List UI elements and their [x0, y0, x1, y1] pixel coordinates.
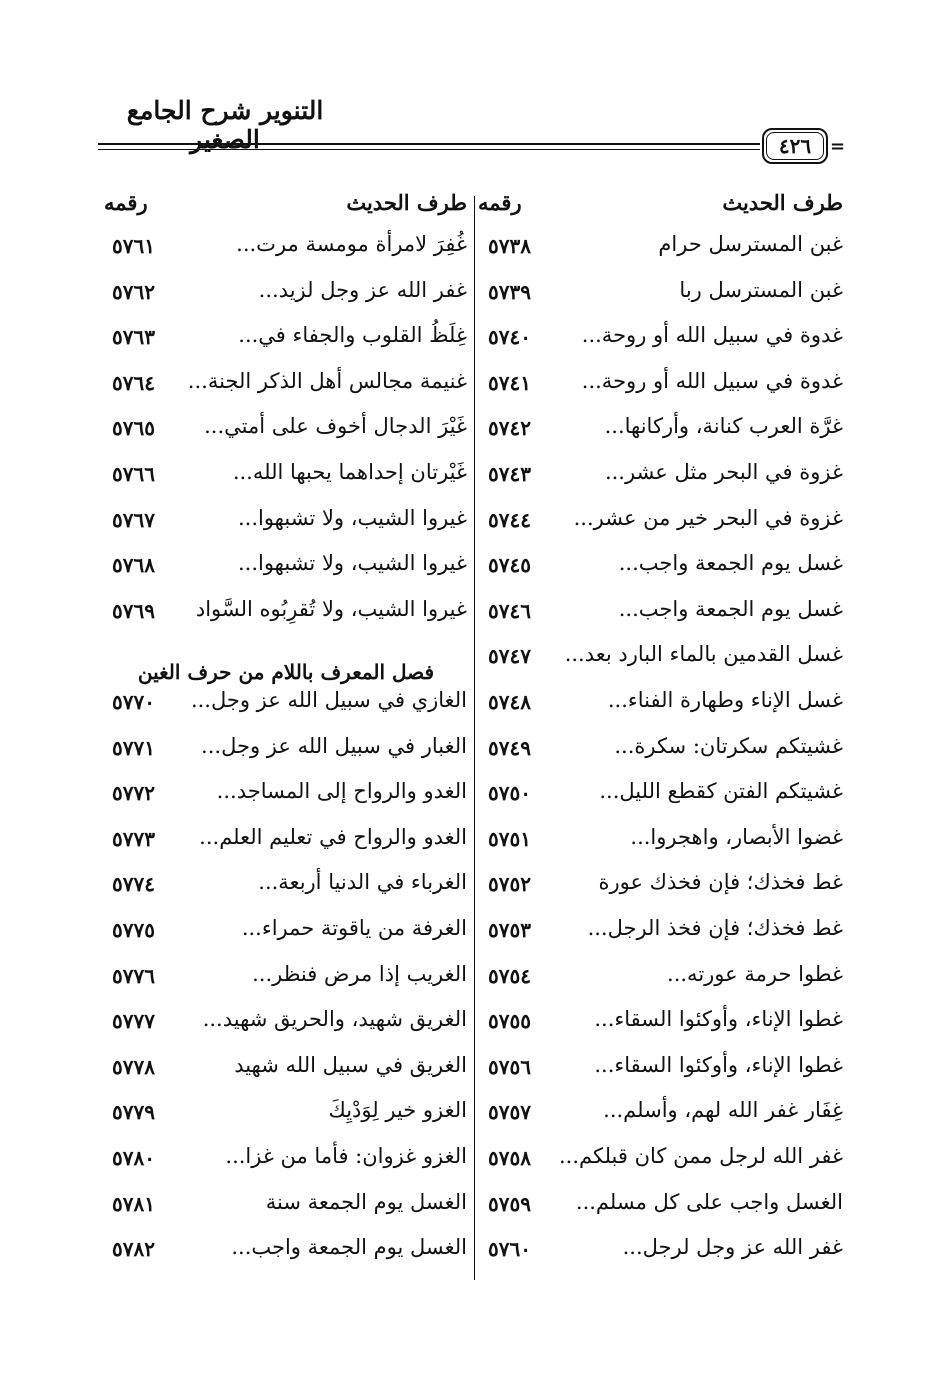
hadith-entry-text: غضوا الأبصار، واهجروا...	[630, 824, 843, 849]
header-rule-thin	[98, 149, 760, 150]
hadith-entry-number: ٥٧٤٧	[488, 644, 531, 669]
hadith-entry-text: غسل يوم الجمعة واجب...	[618, 596, 843, 621]
hadith-entry-text: غنيمة مجالس أهل الذكر الجنة...	[187, 368, 467, 393]
header-rule-thick	[98, 143, 760, 145]
hadith-entry-text: الغرفة من ياقوتة حمراء...	[241, 916, 467, 940]
hadith-entry-text: غط فخذك؛ فإن فخذك عورة	[598, 870, 843, 895]
edge-mark: =	[830, 136, 846, 157]
hadith-entry-number: ٥٧٨١	[112, 1191, 155, 1216]
hadith-entry-number: ٥٧٧٦	[112, 963, 155, 988]
hadith-entry-number: ٥٧٣٨	[488, 234, 531, 258]
hadith-entry-number: ٥٧٤٤	[488, 507, 531, 532]
hadith-entry-text: غطوا حرمة عورته...	[667, 961, 843, 986]
hadith-entry-text: غفر الله لرجل ممن كان قبلكم...	[558, 1144, 843, 1168]
hadith-entry-text: الغرباء في الدنيا أربعة...	[258, 870, 467, 895]
hadith-entry-text: غدوة في سبيل الله أو روحة...	[581, 323, 843, 348]
hadith-entry-number: ٥٧٦٢	[112, 279, 155, 304]
hadith-entry-text: الغسل واجب على كل مسلم...	[575, 1189, 843, 1214]
hadith-entry-text: الغسل يوم الجمعة سنة	[265, 1189, 467, 1214]
right-column-number-heading: رقمه	[478, 190, 522, 215]
hadith-entry-number: ٥٧٦٤	[112, 370, 155, 395]
hadith-entry-text: غط فخذك؛ فإن فخذ الرجل...	[587, 916, 843, 940]
hadith-entry-text: غطوا الإناء، وأوكئوا السقاء...	[594, 1052, 843, 1077]
hadith-entry-text: الغدو والرواح إلى المساجد...	[216, 779, 467, 804]
hadith-entry-text: غُفِرَ لامرأة مومسة مرت...	[236, 232, 467, 256]
hadith-entry-number: ٥٧٤١	[488, 370, 531, 395]
hadith-entry-text: الغريب إذا مرض فنظر...	[252, 961, 467, 986]
hadith-entry-text: غشيتكم سكرتان: سكرة...	[614, 733, 843, 758]
hadith-entry-number: ٥٧٥٦	[488, 1054, 531, 1079]
hadith-entry-text: غرَّة العرب كنانة، وأركانها...	[604, 414, 843, 439]
hadith-entry-text: الغريق في سبيل الله شهيد	[234, 1052, 467, 1077]
hadith-entry-text: غبن المسترسل ربا	[679, 277, 843, 302]
right-column-text-heading: طرف الحديث	[722, 190, 843, 215]
hadith-entry-number: ٥٧٨٢	[112, 1237, 155, 1262]
hadith-entry-number: ٥٧٦٣	[112, 325, 155, 350]
hadith-entry-number: ٥٧٤٦	[488, 598, 531, 623]
hadith-entry-text: غَيْرتان إحداهما يحبها الله...	[232, 460, 467, 484]
hadith-entry-number: ٥٧٥٥	[488, 1009, 531, 1034]
left-column-text-heading: طرف الحديث	[346, 190, 467, 215]
hadith-entry-text: الغبار في سبيل الله عز وجل...	[201, 733, 467, 758]
hadith-entry-number: ٥٧٧١	[112, 735, 155, 760]
hadith-entry-number: ٥٧٤٩	[488, 735, 531, 760]
hadith-entry-number: ٥٧٤٠	[488, 325, 531, 350]
page-number-box	[762, 128, 828, 164]
book-title: التنوير شرح الجامع الصغير	[126, 96, 324, 154]
page-number: ٤٢٦	[778, 134, 812, 158]
hadith-entry-text: غفر الله عز وجل لزيد...	[258, 277, 467, 302]
hadith-entry-text: غشيتكم الفتن كقطع الليل...	[599, 779, 843, 804]
hadith-entry-number: ٥٧٥٣	[488, 918, 531, 942]
hadith-entry-number: ٥٧٨٠	[112, 1146, 155, 1170]
section-heading: فصل المعرف باللام من حرف الغين	[137, 660, 435, 684]
hadith-entry-number: ٥٧٧٠	[112, 690, 155, 714]
hadith-entry-number: ٥٧٤٨	[488, 690, 531, 714]
hadith-entry-text: غزوة في البحر مثل عشر...	[604, 460, 843, 484]
hadith-entry-text: غيروا الشيب، ولا تُقرِبُوه السَّواد	[195, 596, 467, 621]
hadith-entry-number: ٥٧٦٧	[112, 507, 155, 532]
hadith-entry-text: الغسل يوم الجمعة واجب...	[231, 1235, 467, 1260]
hadith-entry-text: الغدو والرواح في تعليم العلم...	[199, 824, 467, 849]
hadith-entry-text: غَيْرَ الدجال أخوف على أمتي...	[204, 414, 467, 439]
hadith-entry-text: غطوا الإناء، وأوكئوا السقاء...	[594, 1007, 843, 1032]
hadith-entry-number: ٥٧٥٩	[488, 1191, 531, 1216]
hadith-entry-number: ٥٧٥٨	[488, 1146, 531, 1170]
hadith-entry-text: غِفَار غفر الله لهم، وأسلم...	[603, 1098, 843, 1123]
hadith-entry-number: ٥٧٤٢	[488, 416, 531, 441]
left-column-number-heading: رقمه	[104, 190, 148, 215]
hadith-entry-number: ٥٧٦٨	[112, 553, 155, 578]
column-divider	[474, 196, 475, 1280]
hadith-entry-text: الغزو خير لِوَدْيِكَ	[328, 1098, 467, 1123]
hadith-entry-number: ٥٧٤٣	[488, 462, 531, 486]
hadith-entry-number: ٥٧٧٨	[112, 1054, 155, 1079]
hadith-entry-text: غدوة في سبيل الله أو روحة...	[581, 368, 843, 393]
hadith-entry-number: ٥٧٤٥	[488, 553, 531, 578]
hadith-entry-number: ٥٧٥١	[488, 826, 531, 851]
hadith-entry-number: ٥٧٥٢	[488, 872, 531, 897]
hadith-entry-number: ٥٧٧٧	[112, 1009, 155, 1034]
hadith-entry-number: ٥٧٥٤	[488, 963, 531, 988]
hadith-entry-number: ٥٧٧٣	[112, 826, 155, 851]
hadith-entry-number: ٥٧٦٠	[488, 1237, 531, 1262]
hadith-entry-number: ٥٧٣٩	[488, 279, 531, 304]
hadith-entry-text: الغزو غزوان: فأما من غزا...	[225, 1144, 467, 1168]
hadith-entry-text: غزوة في البحر خير من عشر...	[573, 505, 843, 530]
hadith-entry-number: ٥٧٦٦	[112, 462, 155, 486]
hadith-entry-text: غسل الإناء وطهارة الفناء...	[607, 688, 843, 712]
hadith-entry-number: ٥٧٧٤	[112, 872, 155, 897]
hadith-entry-text: غبن المسترسل حرام	[658, 232, 843, 256]
hadith-entry-text: الغريق شهيد، والحريق شهيد...	[202, 1007, 467, 1032]
hadith-entry-number: ٥٧٥٠	[488, 781, 531, 806]
hadith-entry-text: غسل يوم الجمعة واجب...	[618, 551, 843, 576]
hadith-entry-text: غيروا الشيب، ولا تشبهوا...	[237, 505, 467, 530]
hadith-entry-number: ٥٧٧٩	[112, 1100, 155, 1125]
hadith-entry-number: ٥٧٦٩	[112, 598, 155, 623]
hadith-entry-number: ٥٧٦٥	[112, 416, 155, 441]
hadith-entry-text: غسل القدمين بالماء البارد بعد...	[564, 642, 843, 667]
hadith-entry-text: غيروا الشيب، ولا تشبهوا...	[237, 551, 467, 576]
hadith-entry-number: ٥٧٥٧	[488, 1100, 531, 1125]
hadith-entry-number: ٥٧٧٢	[112, 781, 155, 806]
hadith-entry-text: غفر الله عز وجل لرجل...	[622, 1235, 843, 1260]
hadith-entry-text: غِلَظُ القلوب والجفاء في...	[238, 323, 467, 348]
hadith-entry-number: ٥٧٧٥	[112, 918, 155, 942]
hadith-entry-text: الغازي في سبيل الله عز وجل...	[190, 688, 467, 712]
hadith-entry-number: ٥٧٦١	[112, 234, 155, 258]
